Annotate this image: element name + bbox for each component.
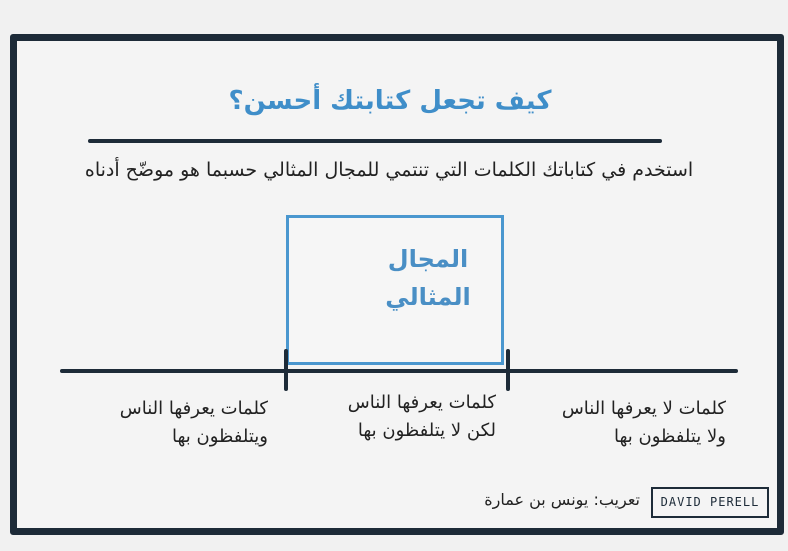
ideal-zone-label — [372, 240, 484, 316]
axis-tick-left — [284, 349, 288, 391]
segment-label-line: ويتلفظون بها — [172, 426, 268, 447]
segment-label-line: ولا يتلفظون بها — [614, 426, 726, 447]
spectrum-axis — [60, 369, 738, 373]
translator-credit: تعريب: يونس بن عمارة — [484, 490, 640, 509]
diagram-title: كيف تجعل كتابتك أحسن؟ — [228, 86, 552, 116]
segment-label-line: كلمات يعرفها الناس — [119, 398, 268, 419]
segment-label-unknown-unused — [516, 395, 726, 451]
segment-label-line: كلمات لا يعرفها الناس — [561, 398, 726, 419]
ideal-zone-label-line2: المثالي — [385, 283, 471, 311]
segment-label-known-used — [82, 395, 268, 451]
segment-label-line: لكن لا يتلفظون بها — [357, 420, 496, 441]
ideal-zone-label-line1: المجال — [387, 245, 469, 273]
title-underline — [88, 139, 662, 143]
segment-label-known-unused — [300, 389, 496, 445]
author-credit-box: DAVID PERELL — [651, 487, 769, 518]
diagram-subtitle: استخدم في كتاباتك الكلمات التي تنتمي للمجال المثالي حسبما هو موضّح أدناه — [84, 159, 694, 181]
axis-tick-right — [506, 349, 510, 391]
segment-label-line: كلمات يعرفها الناس — [347, 392, 496, 413]
